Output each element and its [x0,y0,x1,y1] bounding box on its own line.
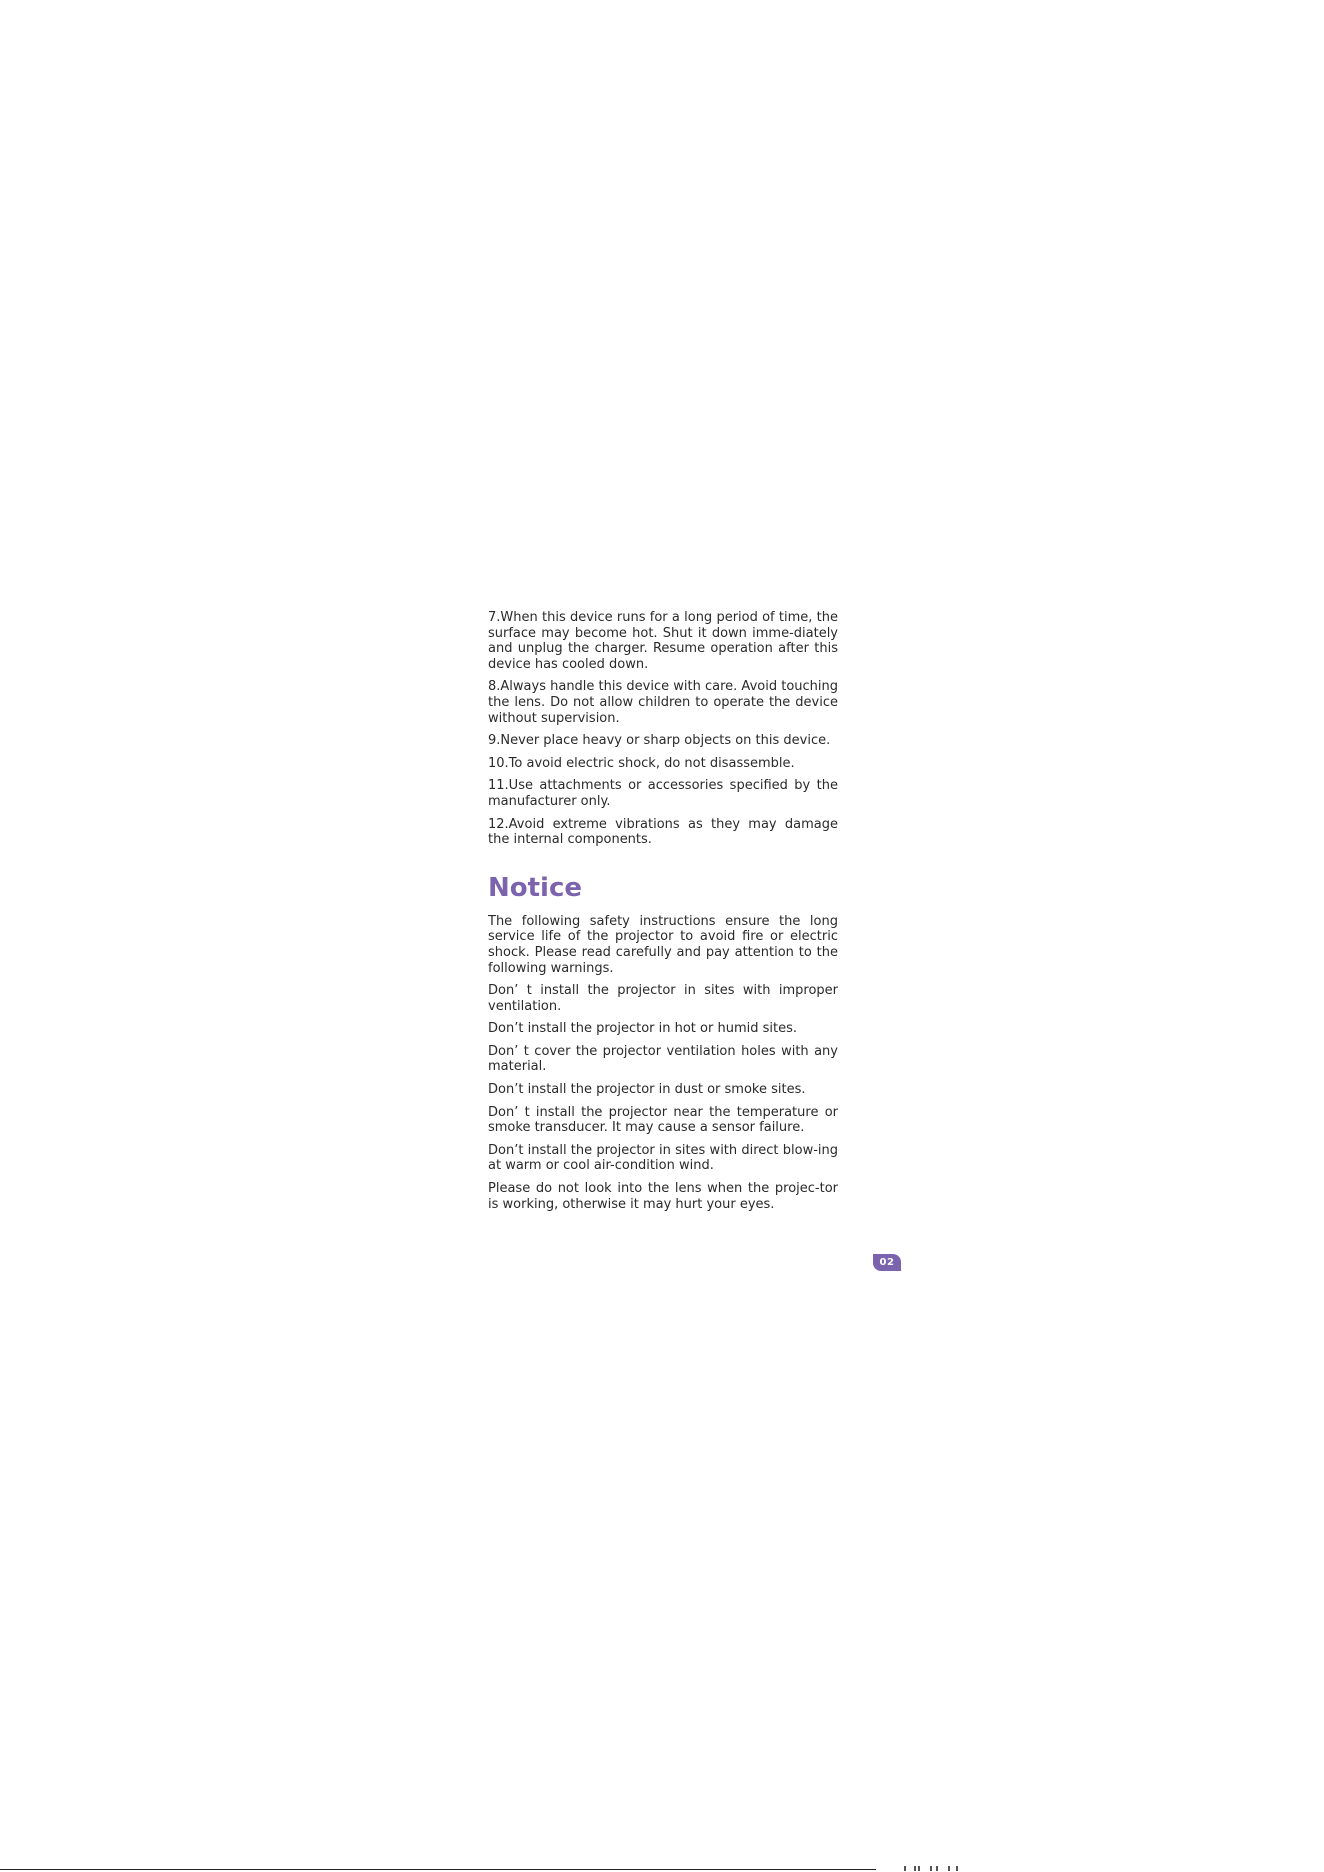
safety-list [488,610,838,848]
notice-item: Don’t install the projector in dust or smoke sites. [488,1082,806,1098]
safety-item-9: 9.Never place heavy or sharp objects on this device. [488,733,831,749]
notice-intro: The following safety instructions ensure the long service life of the projector to avoid fire or electric shock. Please read carefully and pay attention to the following warnings. [488,913,838,976]
notice-item: Don’t install the projector in sites with direct blow-ing at warm or cool air-condition wind. [488,1142,838,1174]
safety-item-8: 8.Always handle this device with care. Avoid touching the lens. Do not allow children to operate the device without supervision. [488,679,838,726]
notice-item: Don’ t install the projector in sites with improper ventilation. [488,983,838,1014]
page-content [488,610,838,1219]
safety-item-11: 11.Use attachments or accessories specified by the manufacturer only. [488,778,838,809]
notice-item: Don’ t install the projector near the temperature or smoke transducer. It may cause a sensor failure. [488,1104,838,1136]
crop-marks [904,1866,960,1871]
notice-item: Don’t install the projector in hot or humid sites. [488,1021,797,1037]
notice-item: Don’ t cover the projector ventilation holes with any material. [488,1043,838,1075]
notice-section [488,914,838,1213]
page-number-badge: 02 [873,1254,901,1271]
bottom-divider [0,1869,876,1870]
notice-heading: Notice [488,872,583,903]
notice-item: Please do not look into the lens when the projec-tor is working, otherwise it may hurt your eyes. [488,1181,838,1212]
safety-item-7: 7.When this device runs for a long period of time, the surface may become hot. Shut it down imme-diately and unplug the charger. Resume operation after this device has cooled down. [488,610,838,672]
safety-item-12: 12.Avoid extreme vibrations as they may damage the internal components. [488,816,838,848]
safety-item-10: 10.To avoid electric shock, do not disassemble. [488,755,795,771]
